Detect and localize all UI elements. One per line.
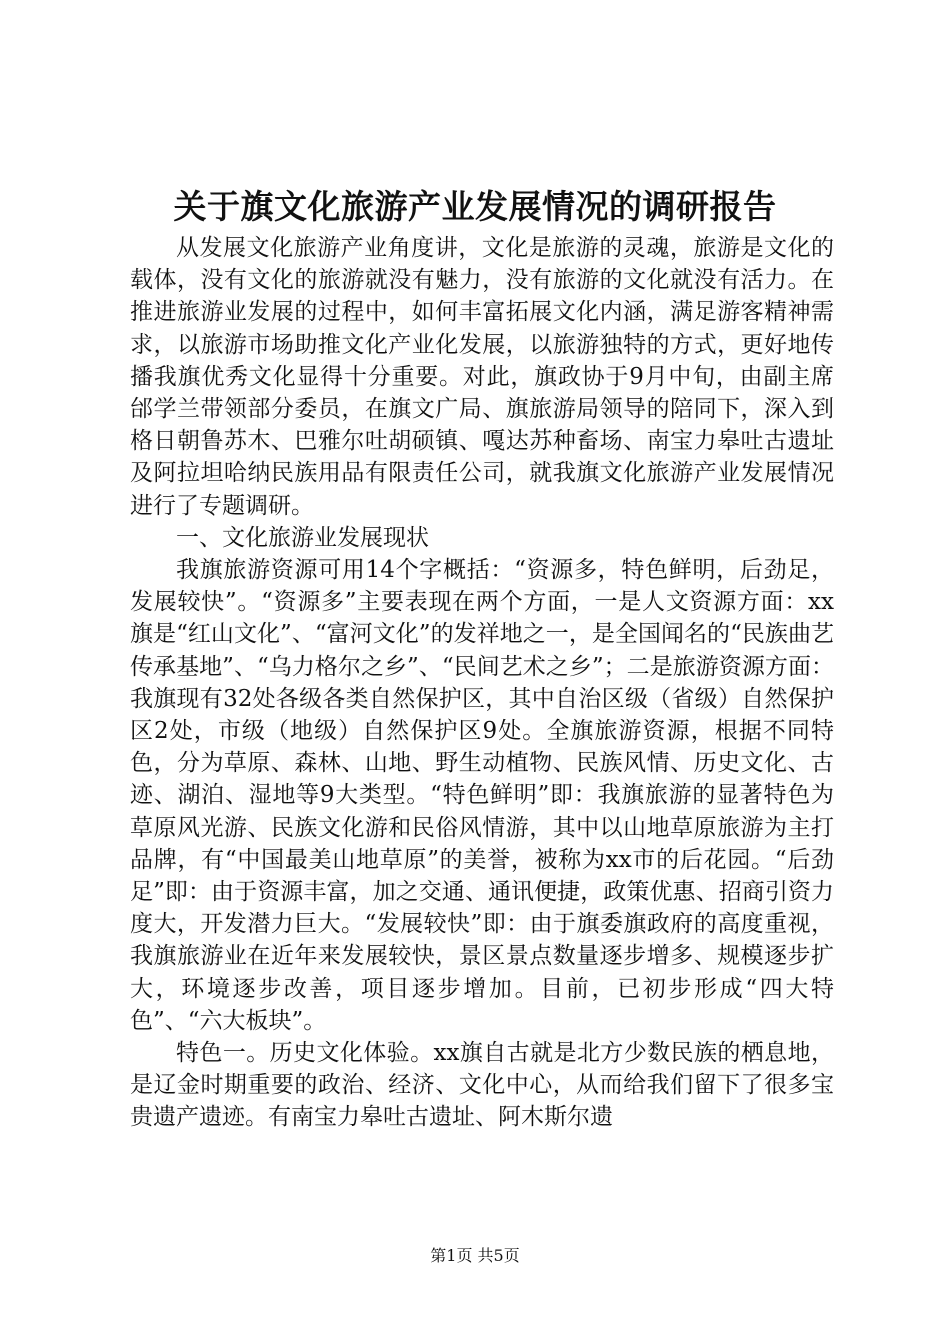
section-heading: 一、文化旅游业发展现状 bbox=[176, 524, 429, 551]
document-body bbox=[130, 232, 834, 1134]
page-footer: 第1页 共5页 bbox=[430, 1246, 520, 1265]
paragraph-feature-one: 特色一。历史文化体验。xx旗自古就是北方少数民族的栖息地，是辽金时期重要的政治、经济、文化中心，从而给我们留下了很多宝贵遗产遗迹。有南宝力皋吐古遗址、阿木斯尔遗 bbox=[130, 1040, 834, 1131]
paragraph-intro: 从发展文化旅游产业角度讲，文化是旅游的灵魂，旅游是文化的载体，没有文化的旅游就没有魅力，没有旅游的文化就没有活力。在推进旅游业发展的过程中，如何丰富拓展文化内涵，满足游客精神需求，以旅游市场助推文化产业化发展，以旅游独特的方式，更好地传播我旗优秀文化显得十分重要。对此，旗政协于9月中旬，由副主席邰学兰带领部分委员，在旗文广局、旗旅游局领导的陪同下，深入到格日朝鲁苏木、巴雅尔吐胡硕镇、嘎达苏种畜场、南宝力皋吐古遗址及阿拉坦哈纳民族用品有限责任公司，就我旗文化旅游产业发展情况进行了专题调研。 bbox=[130, 235, 834, 519]
document-title: 关于旗文化旅游产业发展情况的调研报告 bbox=[173, 187, 777, 226]
paragraph-resources: 我旗旅游资源可用14个字概括：“资源多，特色鲜明，后劲足，发展较快”。“资源多”主要表现在两个方面，一是人文资源方面：xx旗是“红山文化”、“富河文化”的发祥地之一，是全国闻名的“民族曲艺传承基地”、“乌力格尔之乡”、“民间艺术之乡”；二是旅游资源方面：我旗现有32处各级各类自然保护区，其中自治区级（省级）自然保护区2处，市级（地级）自然保护区9处。全旗旅游资源，根据不同特色，分为草原、森林、山地、野生动植物、民族风情、历史文化、古迹、湖泊、湿地等9大类型。“特色鲜明”即：我旗旅游的显著特色为草原风光游、民族文化游和民俗风情游，其中以山地草原旅游为主打品牌，有“中国最美山地草原”的美誉，被称为xx市的后花园。“后劲足”即：由于资源丰富，加之交通、通讯便捷，政策优惠、招商引资力度大，开发潜力巨大。“发展较快”即：由于旗委旗政府的高度重视，我旗旅游业在近年来发展较快，景区景点数量逐步增多、规模逐步扩大，环境逐步改善，项目逐步增加。目前，已初步形成“四大特色”、“六大板块”。 bbox=[130, 557, 834, 1034]
